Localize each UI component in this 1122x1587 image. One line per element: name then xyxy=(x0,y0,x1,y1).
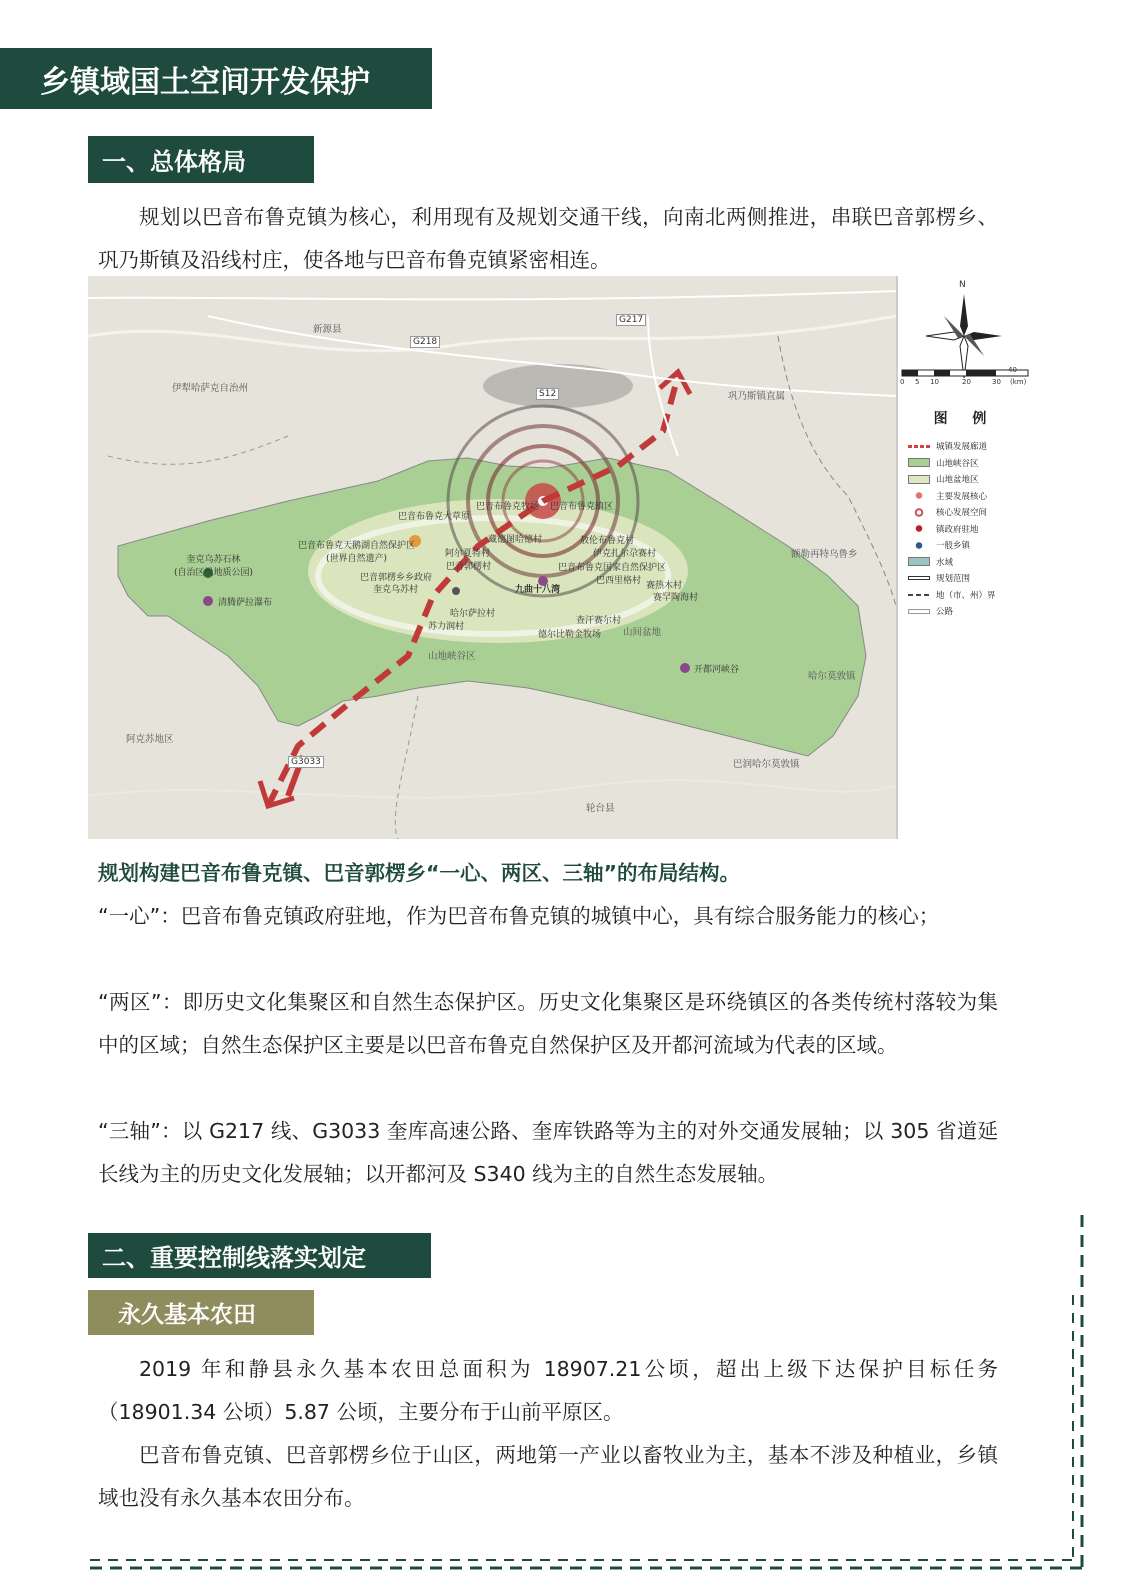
legend-label: 山地盆地区 xyxy=(936,475,979,485)
place-label-saiwu: 赛热木村 xyxy=(646,581,683,591)
legend-label: 主要发展核心 xyxy=(936,491,988,502)
place-label-kuiwu-village: 奎克乌苏村 xyxy=(373,585,419,595)
north-arrow-label: N xyxy=(959,280,966,290)
farmland-paragraph-1: 2019 年和静县永久基本农田总面积为 18907.21公顷，超出上级下达保护目标任务（18901.34 公顷）5.87 公顷，主要分布于山前平原区。 xyxy=(98,1357,998,1424)
legend-swatch xyxy=(908,576,930,580)
place-label-chahan: 查汗赛尔村 xyxy=(576,616,622,626)
legend-label: 公路 xyxy=(936,607,954,617)
legend-swatch xyxy=(908,458,930,467)
legend-item xyxy=(908,537,970,553)
section-heading-overall-pattern: 一、总体格局 xyxy=(88,136,314,183)
road-label-g218: G218 xyxy=(410,336,440,348)
place-label-bayinxi: 巴西里格村 xyxy=(596,576,642,586)
planning-map xyxy=(88,276,896,839)
road-label-s12: S12 xyxy=(536,388,559,400)
layout-structure-lead: 规划构建巴音布鲁克镇、巴音郭楞乡“一心、两区、三轴”的布局结构。 xyxy=(98,861,740,885)
place-label-qingpu: 清腾萨拉瀑布 xyxy=(218,598,273,608)
legend-item xyxy=(908,504,987,520)
legend-label: 地（市、州）界 xyxy=(936,590,996,601)
region-label-basin: 山间盆地 xyxy=(623,627,662,638)
legend-label: 城镇发展廊道 xyxy=(936,442,988,452)
legend-item xyxy=(908,438,987,454)
legend-swatch xyxy=(908,609,930,614)
one-center-paragraph: “一心”：巴音布鲁克镇政府驻地，作为巴音布鲁克镇的城镇中心，具有综合服务能力的核心； xyxy=(98,904,940,928)
legend-swatch xyxy=(908,594,930,596)
place-label-duolun: 敖伦布鲁克村 xyxy=(580,536,635,546)
legend-label: 水域 xyxy=(936,557,954,568)
legend-swatch xyxy=(908,445,930,448)
legend-item xyxy=(908,554,953,570)
legend-label: 核心发展空间 xyxy=(936,508,988,518)
scale-unit: (km) xyxy=(1010,378,1027,386)
legend-swatch xyxy=(908,508,930,517)
region-label-luntai: 轮台县 xyxy=(586,803,615,814)
region-label-xinyuan: 新源县 xyxy=(313,324,342,335)
subsection-heading-farmland: 永久基本农田 xyxy=(88,1290,314,1335)
legend-item xyxy=(908,488,987,504)
scale-tick-40: 40 xyxy=(1008,366,1017,374)
place-label-bayinguo-gov: 巴音郭楞乡乡政府 xyxy=(360,573,433,583)
legend-label: 山地峡谷区 xyxy=(936,458,979,469)
legend-item xyxy=(908,570,970,586)
place-label-national-reserve: 巴音布鲁克国家自然保护区 xyxy=(558,563,667,573)
legend-item xyxy=(908,471,979,487)
page-title: 乡镇域国土空间开发保护 xyxy=(0,48,432,109)
legend-swatch xyxy=(908,557,930,566)
place-label-swan-lake: 巴音布鲁克天鹅湖自然保护区 (世界自然遗产) xyxy=(298,541,416,564)
region-label-bayanhe: 巴润哈尔莫敦镇 xyxy=(733,759,800,770)
legend-swatch xyxy=(908,541,930,550)
road-label-g217: G217 xyxy=(616,314,646,326)
region-label-mountain-valley: 山地峡谷区 xyxy=(428,651,476,662)
place-label-grassland: 巴音布鲁克大草原 xyxy=(398,512,471,522)
place-label-deer: 德尔比勒金牧场 xyxy=(538,630,602,640)
legend-item xyxy=(908,455,979,471)
legend-swatch xyxy=(908,475,930,484)
legend-label: 规划范围 xyxy=(936,574,971,584)
scale-tick-30: 30 xyxy=(992,378,1001,386)
section-heading-control-lines: 二、重要控制线落实划定 xyxy=(88,1233,431,1278)
legend-item xyxy=(908,603,953,619)
place-label-zangde: 藏德图哈德村 xyxy=(488,535,543,545)
map-legend xyxy=(896,276,1030,839)
place-label-ranch: 巴音布鲁克牧场 xyxy=(476,502,540,512)
legend-label: 一般乡镇 xyxy=(936,541,971,551)
scale-tick-0: 0 xyxy=(900,378,905,386)
place-label-town-district: 巴音布鲁克镇区 xyxy=(550,502,614,512)
place-label-bayinguo-village: 巴音郭楞村 xyxy=(446,562,492,572)
place-label-suli: 苏力润村 xyxy=(428,622,465,632)
place-label-yikezha: 伊克扎尔尕赛村 xyxy=(593,549,657,559)
scale-tick-20: 20 xyxy=(962,378,971,386)
region-label-yili: 伊犁哈萨克自治州 xyxy=(172,383,249,394)
place-label-aerxia: 阿尔夏特村 xyxy=(445,549,491,559)
scale-tick-5: 5 xyxy=(915,378,920,386)
legend-title: 图 例 xyxy=(933,411,997,427)
region-label-gongnaisi: 巩乃斯镇直属 xyxy=(728,391,786,402)
three-axes-paragraph: “三轴”：以 G217 线、G3033 奎库高速公路、奎库铁路等为主的对外交通发展轴；以 305 省道延长线为主的历史文化发展轴；以开都河及 S340 线为主的自然生态发展轴。 xyxy=(98,1119,998,1186)
place-label-jiuqu: 九曲十八湾 xyxy=(515,585,561,595)
region-label-elemi: 额勒再特乌鲁乡 xyxy=(791,549,858,560)
farmland-paragraph-2: 巴音布鲁克镇、巴音郭楞乡位于山区，两地第一产业以畜牧业为主，基本不涉及种植业，乡镇域也没有永久基本农田分布。 xyxy=(98,1443,998,1510)
scale-tick-10: 10 xyxy=(930,378,939,386)
region-label-haerwo: 哈尔莫敦镇 xyxy=(808,671,856,682)
region-label-akesu: 阿克苏地区 xyxy=(126,734,174,745)
place-label-saihan: 赛罕陶海村 xyxy=(653,593,699,603)
legend-label: 镇政府驻地 xyxy=(936,524,979,535)
legend-swatch xyxy=(908,491,930,500)
place-label-halusala: 哈尔萨拉村 xyxy=(450,609,496,619)
place-label-kaidu: 开都河峡谷 xyxy=(694,665,740,675)
legend-item xyxy=(908,587,996,603)
legend-item xyxy=(908,521,979,537)
place-label-kuiyuan: 奎克乌苏石林 (自治区级地质公园) xyxy=(174,555,254,578)
two-zones-paragraph: “两区”：即历史文化集聚区和自然生态保护区。历史文化集聚区是环绕镇区的各类传统村落较为集中的区域；自然生态保护区主要是以巴音布鲁克自然保护区及开都河流域为代表的区域。 xyxy=(98,990,998,1057)
intro-paragraph: 规划以巴音布鲁克镇为核心，利用现有及规划交通干线，向南北两侧推进，串联巴音郭楞乡、巩乃斯镇及沿线村庄，使各地与巴音布鲁克镇紧密相连。 xyxy=(98,205,998,272)
road-label-g3033: G3033 xyxy=(288,756,324,768)
legend-swatch xyxy=(908,524,930,533)
